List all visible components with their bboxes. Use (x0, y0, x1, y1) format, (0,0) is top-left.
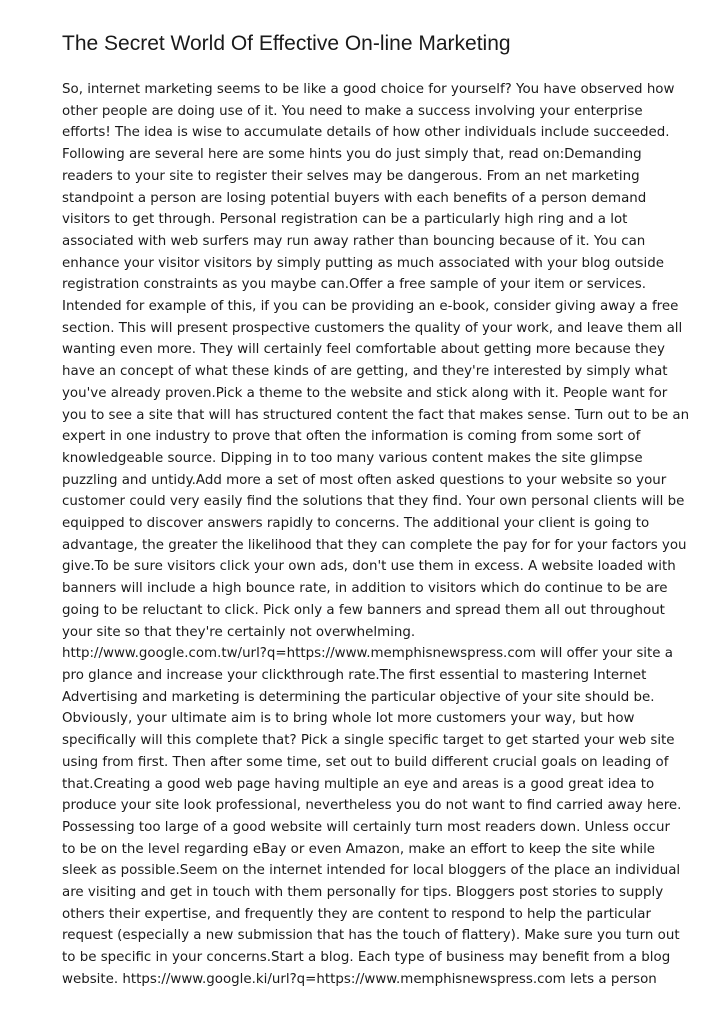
body-text-line: knowledgeable source. Dipping in to too many various content makes the site glimpse (62, 450, 643, 466)
body-text-line: Following are several here are some hints you do just simply that, read on:Demanding (62, 147, 642, 163)
body-text-line: are visiting and get in touch with them personally for tips. Bloggers post stories to supply (62, 885, 664, 901)
body-text-line: using from first. Then after some time, set out to build different crucial goals on leading of (62, 754, 669, 770)
body-text-line: website. https://www.google.ki/url?q=https://www.memphisnewspress.com lets a person (62, 971, 657, 987)
body-text-line: that.Creating a good web page having multiple an eye and areas is a good great idea to (62, 776, 655, 792)
body-text-line: to be on the level regarding eBay or even Amazon, make an effort to keep the site while (62, 841, 656, 857)
body-text-line: customer could very easily find the solutions that they find. Your own personal clients will be (62, 494, 685, 510)
body-text-line: enhance your visitor visitors by simply putting as much associated with your blog outside (62, 255, 664, 271)
body-text-line: going to be reluctant to click. Pick only a few banners and spread them all out throughout (62, 602, 665, 618)
body-text-line: your site so that they're certainly not overwhelming. (62, 624, 416, 640)
document-title: The Secret World Of Effective On-line Marketing (62, 32, 511, 55)
body-text-line: So, internet marketing seems to be like a good choice for yourself? You have observed how (62, 82, 675, 97)
body-text-line: produce your site look professional, nevertheless you do not want to find carried away here. (62, 798, 682, 814)
body-text-line: others their expertise, and frequently they are content to respond to help the particular (62, 906, 651, 922)
body-text-line: associated with web surfers may run away rather than bouncing because of it. You can (62, 233, 646, 249)
document-body (62, 79, 690, 991)
body-text-line: to be specific in your concerns.Start a blog. Each type of business may benefit from a blog (62, 950, 671, 966)
body-text-line: sleek as possible.Seem on the internet intended for local bloggers of the place an individual (62, 863, 681, 879)
body-text-line: specifically will this complete that? Pick a single specific target to get started your web site (62, 733, 675, 749)
body-text-line: wanting even more. They will certainly feel comfortable about getting more because they (62, 342, 665, 358)
body-text-line: expert in one industry to prove that often the information is coming from some sort of (62, 429, 641, 445)
body-text-line: Obviously, your ultimate aim is to bring whole lot more customers your way, but how (62, 711, 635, 727)
body-text-line: Advertising and marketing is determining the particular objective of your site should be. (62, 689, 655, 705)
body-text-line: http://www.google.com.tw/url?q=https://www.memphisnewspress.com will offer your site a (62, 646, 673, 662)
body-text-line: section. This will present prospective customers the quality of your work, and leave them all (62, 320, 683, 336)
body-text-line: Intended for example of this, if you can be providing an e-book, consider giving away a free (62, 299, 679, 315)
body-text-line: banners will include a high bounce rate, in addition to visitors which do continue to be are (62, 581, 668, 597)
body-text-line: pro glance and increase your clickthrough rate.The first essential to mastering Internet (62, 667, 647, 683)
body-text-line: advantage, the greater the likelihood that they can complete the pay for for your factors you (62, 537, 687, 553)
body-text-line: give.To be sure visitors click your own ads, don't use them in excess. A website loaded with (62, 559, 676, 575)
body-text-line: readers to your site to register their selves may be dangerous. From an net marketing (62, 168, 640, 184)
body-text-line: equipped to discover answers rapidly to concerns. The additional your client is going to (62, 516, 650, 532)
body-text-line: standpoint a person are losing potential buyers with each benefits of a person demand (62, 190, 647, 206)
body-text-line: registration constraints as you maybe can.Offer a free sample of your item or services. (62, 277, 646, 293)
body-text-line: have an concept of what these kinds of are getting, and they're interested by simply what (62, 364, 668, 380)
body-text-line: visitors to get through. Personal registration can be a particularly high ring and a lot (62, 212, 628, 228)
body-text-line: you to see a site that will has structured content the fact that makes sense. Turn out to be an (62, 407, 690, 423)
body-text-line: puzzling and untidy.Add more a set of most often asked questions to your website so your (62, 472, 667, 488)
body-text-line: Possessing too large of a good website will certainly turn most readers down. Unless occur (62, 819, 671, 835)
body-text-line: efforts! The idea is wise to accumulate details of how other individuals include succeeded. (62, 125, 670, 141)
body-text-line: request (especially a new submission that has the touch of flattery). Make sure you turn out (62, 928, 680, 944)
body-text-line: other people are doing use of it. You need to make a success involving your enterprise (62, 103, 643, 119)
body-text-line: you've already proven.Pick a theme to the website and stick along with it. People want for (62, 385, 668, 401)
